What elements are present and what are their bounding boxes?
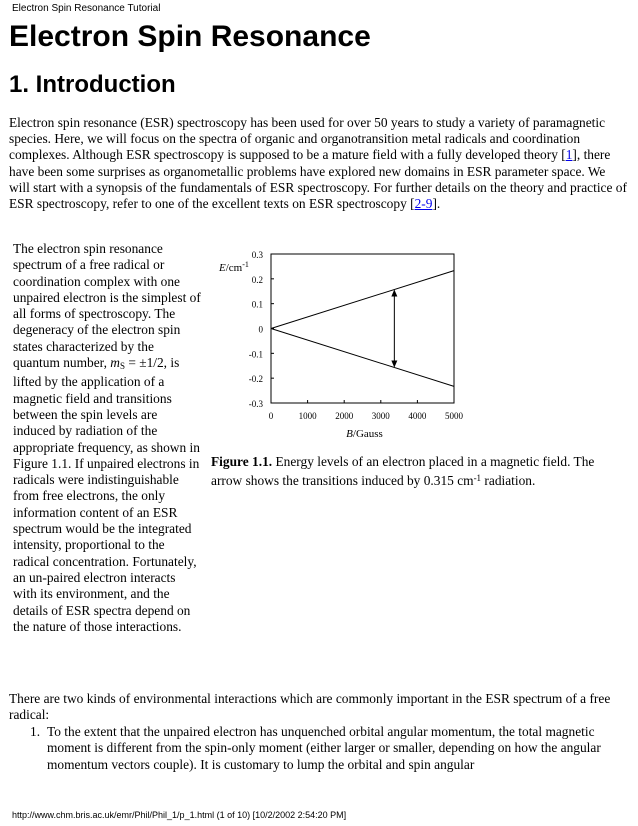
x-label-symbol: B bbox=[346, 428, 353, 440]
y-tick-label: -0.3 bbox=[248, 399, 263, 409]
intro-text-2: ], there have been some surprises as organometallic problems have explored new domains in ESR parameter space. We will start with a synopsis of the fundamentals of ESR spectroscopy. For further details on the theory and practice of ESR spectroscopy, refer to one of the excellent texts on ESR spectroscopy [ bbox=[9, 147, 627, 212]
ref-link-1[interactable]: 1 bbox=[565, 147, 573, 163]
intro-text-1: Electron spin resonance (ESR) spectroscopy has been used for over 50 years to study a variety of paramagnetic species. Here, we will focus on the spectra of organic and organotransition metal radicals and coordination complexes. Although ESR spectroscopy is supposed to be a mature field with a fully developed theory [ bbox=[9, 115, 606, 163]
figure-caption bbox=[211, 454, 627, 490]
left-text-1: The electron spin resonance spectrum of a free radical or coordination complex with one unpaired electron is the simplest of all forms of spectroscopy. The degeneracy of the electron spin states characterized by the quantum number, bbox=[13, 241, 201, 371]
series-group bbox=[271, 271, 454, 387]
browser-header-title: Electron Spin Resonance Tutorial bbox=[12, 3, 161, 14]
figure-caption-text-2: radiation. bbox=[481, 473, 536, 489]
energy-level-line bbox=[271, 271, 454, 329]
page-footer-url: http://www.chm.bris.ac.uk/emr/Phil/Phil_1/p_1.html (1 of 10) [10/2/2002 2:54:20 PM] bbox=[12, 810, 347, 820]
page-title: Electron Spin Resonance bbox=[9, 20, 371, 53]
ref-link-2-9[interactable]: 2-9 bbox=[414, 196, 433, 212]
x-tick-label: 0 bbox=[268, 411, 274, 421]
x-tick-label: 3000 bbox=[371, 411, 390, 421]
y-label-unit: /cm bbox=[225, 262, 243, 274]
figure-caption-sup: -1 bbox=[473, 473, 482, 484]
plot-frame bbox=[271, 254, 454, 403]
x-tick-label: 4000 bbox=[408, 411, 427, 421]
y-tick-label: 0.2 bbox=[251, 274, 263, 285]
energy-level-chart bbox=[215, 245, 475, 445]
y-tick-label: 0.3 bbox=[251, 250, 263, 260]
x-tick-label: 5000 bbox=[445, 411, 463, 421]
figure-caption-text-1: Energy levels of an electron placed in a magnetic field. The arrow shows the transitions induced by 0.315 cm bbox=[211, 454, 595, 489]
x-axis-label bbox=[346, 428, 383, 440]
list-item-text: To the extent that the unpaired electron has unquenched orbital angular momentum, the total magnetic moment is different from the spin-only moment (either larger or smaller, depending on how the angular momentum vectors couple). It is customary to lump the orbital and spin angular bbox=[47, 724, 601, 772]
x-tick-label: 1000 bbox=[298, 411, 317, 421]
interactions-paragraph: There are two kinds of environmental interactions which are commonly important in the ESR spectrum of a free radical: bbox=[9, 691, 611, 723]
list-item bbox=[30, 724, 630, 773]
energy-level-line bbox=[271, 329, 454, 387]
quantum-number-subscript: S bbox=[119, 361, 125, 372]
intro-text-3: ]. bbox=[432, 196, 441, 212]
left-text-2: = ±1/2, is lifted by the application of a magnetic field and transitions between the spin levels are induced by radiation of the appropriate frequency, as shown in Figure 1.1. If unpaired electrons in radicals were indistinguishable from free electrons, the only information content of an ESR spectrum would be the integrated intensity, proportional to the radical concentration. Fortunately, an un-paired electron interacts with its environment, and the details of ESR spectra depend on the nature of those interactions. bbox=[13, 355, 200, 634]
y-tick-label: 0 bbox=[258, 324, 263, 335]
y-tick-label: 0.1 bbox=[251, 299, 263, 310]
y-axis-label bbox=[218, 260, 249, 274]
y-label-sup: -1 bbox=[242, 260, 249, 269]
x-label-unit: /Gauss bbox=[352, 428, 383, 440]
esr-description-paragraph bbox=[13, 241, 201, 635]
quantum-number-symbol: m bbox=[110, 355, 120, 371]
section-title: 1. Introduction bbox=[9, 71, 176, 98]
y-tick-label: -0.2 bbox=[248, 374, 263, 385]
figure-caption-label: Figure 1.1. bbox=[211, 454, 273, 469]
y-axis bbox=[249, 250, 274, 409]
list-item-number: 1. bbox=[30, 724, 41, 739]
y-tick-label: -0.1 bbox=[248, 349, 263, 360]
x-tick-label: 2000 bbox=[335, 411, 354, 421]
intro-paragraph bbox=[9, 115, 627, 212]
interaction-list bbox=[30, 724, 630, 773]
transition-arrow-group bbox=[391, 290, 397, 368]
y-label-symbol: E bbox=[219, 262, 226, 274]
